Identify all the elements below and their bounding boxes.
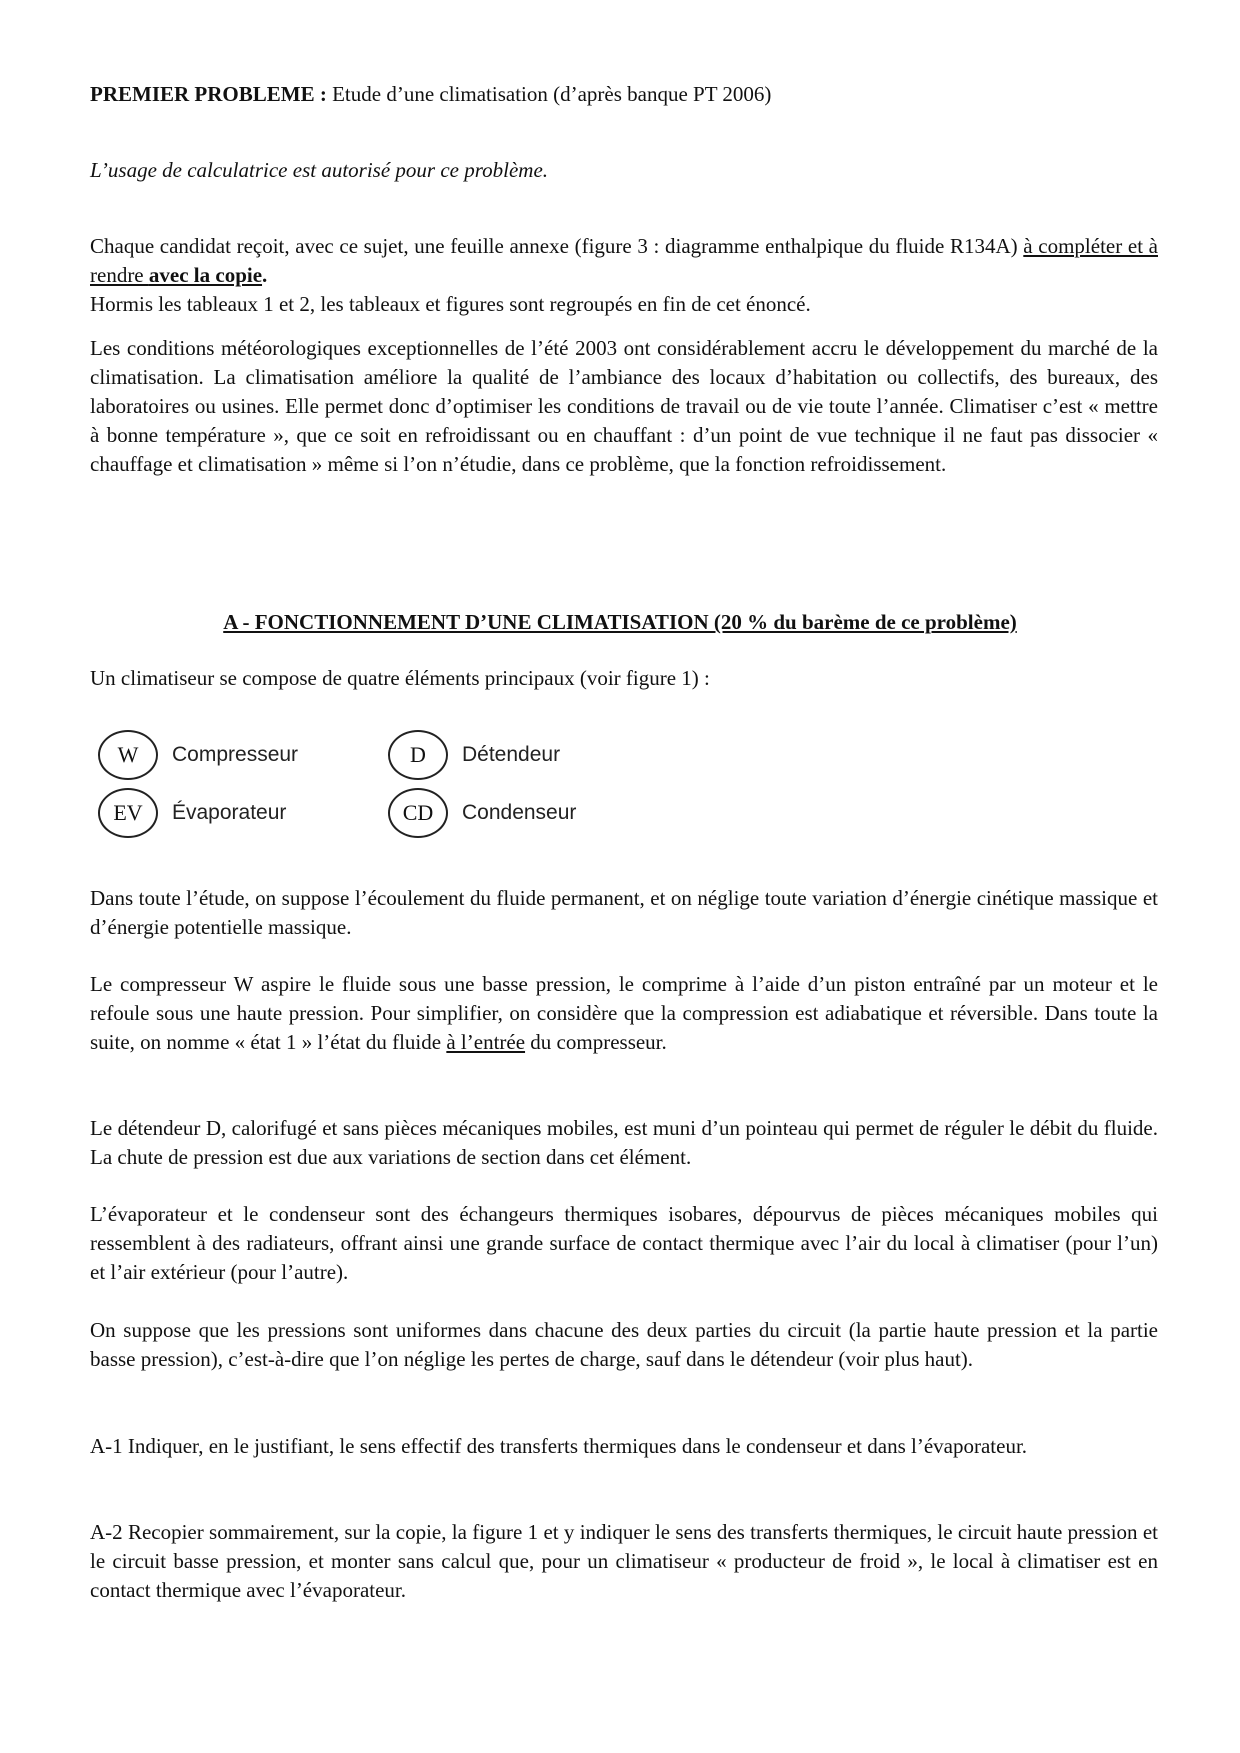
intro-text: Chaque candidat reçoit, avec ce sujet, une feuille annexe (figure 3 : diagramme enthalpique du fluide R134A) <box>90 234 1024 258</box>
legend-item-compressor <box>98 730 298 780</box>
symbol-d: D <box>388 730 448 780</box>
symbol-cd: CD <box>388 788 448 838</box>
compressor-inlet-underlined: à l’entrée <box>446 1030 526 1054</box>
calculator-note: L’usage de calculatrice est autorisé pour ce problème. <box>90 158 549 182</box>
section-a-title: A - FONCTIONNEMENT D’UNE CLIMATISATION (20 % du barème de ce problème) <box>223 610 1017 634</box>
intro-paragraph-2: Hormis les tableaux 1 et 2, les tableaux et figures sont regroupés en fin de cet énoncé. <box>90 292 811 316</box>
pressures-paragraph: On suppose que les pressions sont uniformes dans chacune des deux parties du circuit (la partie haute pression et la partie basse pression), c’est-à-dire que l’on néglige les pertes de charge, sauf dans le détendeur (voir plus haut). <box>90 1318 1158 1371</box>
compressor-paragraph: Le compresseur W aspire le fluide sous une basse pression, le comprime à l’aide d’un piston entraîné par un moteur et le refoule sous une haute pression. Pour simplifier, on considère que la compression est adiabatique et réversible. Dans toute la suite, on nomme « état 1 » l’état du fluide à l’entrée du compresseur. <box>90 972 1158 1054</box>
label-expander: Détendeur <box>462 743 561 766</box>
context-paragraph: Les conditions météorologiques exceptionnelles de l’été 2003 ont considérablement accru le développement du marché de la climatisation. La climatisation améliore la qualité de l’ambiance des locaux d’habitation ou collectifs, des bureaux, des laboratoires ou usines. Elle permet donc d’optimiser les conditions de travail ou de vie toute l’année. Climatiser c’est « mettre à bonne température », que ce soit en refroidissant ou en chauffant : d’un point de vue technique il ne faut pas dissocier « chauffage et climatisation » même si l’on n’étudie, dans ce problème, que la fonction refroidissement. <box>90 336 1158 476</box>
label-condenser: Condenseur <box>462 801 577 824</box>
components-legend <box>98 730 698 850</box>
intro-paragraph-1: Chaque candidat reçoit, avec ce sujet, une feuille annexe (figure 3 : diagramme enthalpique du fluide R134A) à compléter et à rendre avec la copie. <box>90 234 1158 287</box>
legend-item-condenser <box>388 788 576 838</box>
expander-paragraph: Le détendeur D, calorifugé et sans pièces mécaniques mobiles, est muni d’un pointeau qui permet de réguler le débit du fluide. La chute de pression est due aux variations de section dans cet élément. <box>90 1116 1158 1169</box>
problem-heading-rest: Etude d’une climatisation (d’après banque PT 2006) <box>326 82 772 106</box>
symbol-ev: EV <box>98 788 158 838</box>
legend-item-expander <box>388 730 560 780</box>
question-a1: A-1 Indiquer, en le justifiant, le sens effectif des transferts thermiques dans le condenseur et dans l’évaporateur. <box>90 1434 1028 1458</box>
legend-item-evaporator <box>98 788 286 838</box>
section-a-intro: Un climatiseur se compose de quatre éléments principaux (voir figure 1) : <box>90 666 710 690</box>
intro-bold: avec la copie <box>148 263 263 287</box>
question-a2: A-2 Recopier sommairement, sur la copie, la figure 1 et y indiquer le sens des transferts thermiques, le circuit haute pression et le circuit basse pression, et monter sans calcul que, pour un climatiseur « producteur de froid », le local à climatiser est en contact thermique avec l’évaporateur. <box>90 1520 1158 1602</box>
problem-heading <box>90 80 1158 109</box>
intro-underlined: à compléter et à rendre avec la copie <box>90 234 1158 287</box>
exchangers-paragraph: L’évaporateur et le condenseur sont des échangeurs thermiques isobares, dépourvus de pièces mécaniques mobiles qui ressemblent à des radiateurs, offrant ainsi une grande surface de contact thermique avec l’air du local à climatiser (pour l’un) et l’air extérieur (pour l’autre). <box>90 1202 1158 1284</box>
symbol-w: W <box>98 730 158 780</box>
hypothesis-paragraph: Dans toute l’étude, on suppose l’écoulement du fluide permanent, et on néglige toute variation d’énergie cinétique massique et d’énergie potentielle massique. <box>90 886 1158 939</box>
label-evaporator: Évaporateur <box>172 801 287 824</box>
label-compressor: Compresseur <box>172 743 299 766</box>
problem-heading-bold: PREMIER PROBLEME : <box>90 82 327 106</box>
